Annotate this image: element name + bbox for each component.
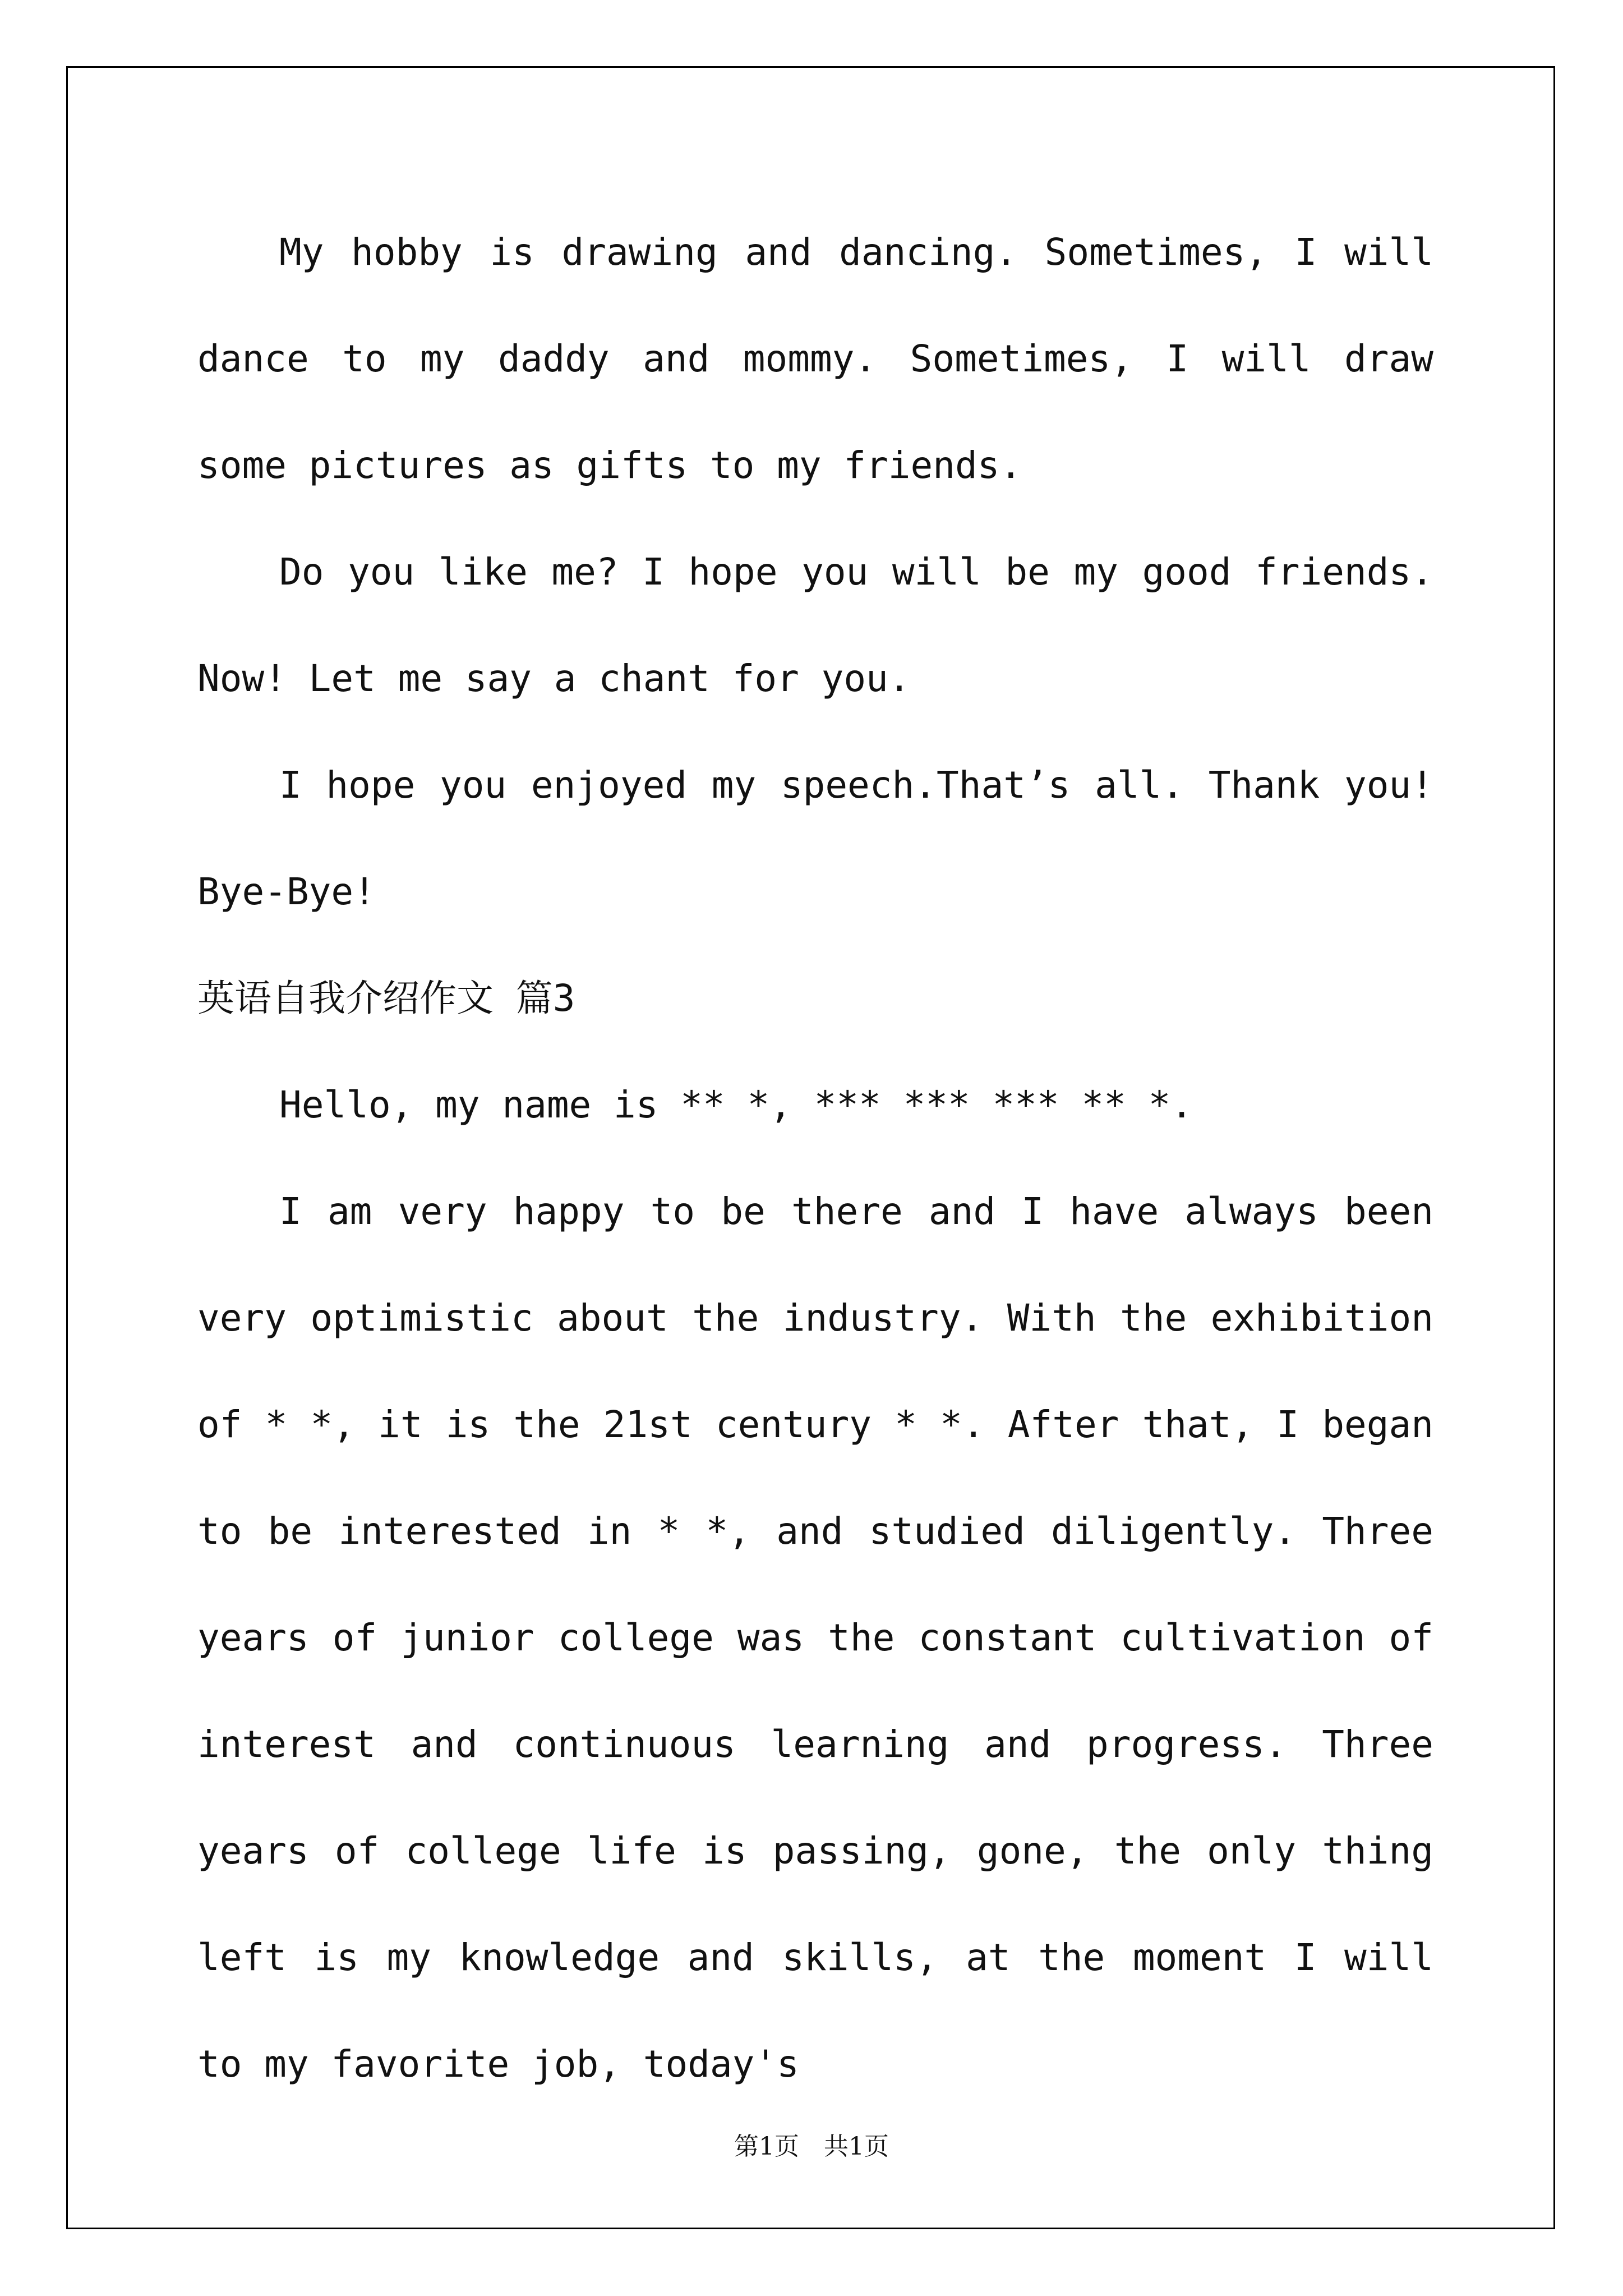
document-body	[197, 199, 1433, 2118]
paragraph-closing: I hope you enjoyed my speech.That’s all. Thank you! Bye-Bye!	[197, 763, 1433, 913]
section-heading: 英语自我介绍作文 篇3	[197, 977, 575, 1020]
paragraph-friends: Do you like me? I hope you will be my good friends. Now! Let me say a chant for you.	[197, 550, 1433, 700]
page-footer: 第1页 共1页	[734, 2132, 889, 2161]
paragraph-greeting: Hello, my name is ** *, *** *** *** ** *.	[279, 1083, 1193, 1126]
paragraph-experience: I am very happy to be there and I have always been very optimistic about the industry. With the exhibition of * *, it is the 21st century * *. After that, I began to be interested in * *, and studied diligently. Three years of junior college was the constant cultivation of interest and continuous learning and progress. Three years of college life is passing, gone, the only thing left is my knowledge and skills, at the moment I will to my favorite job, today's	[197, 1190, 1433, 2086]
paragraph-hobby: My hobby is drawing and dancing. Sometimes, I will dance to my daddy and mommy. Sometimes, I will draw some pictures as gifts to my friends.	[197, 231, 1433, 487]
